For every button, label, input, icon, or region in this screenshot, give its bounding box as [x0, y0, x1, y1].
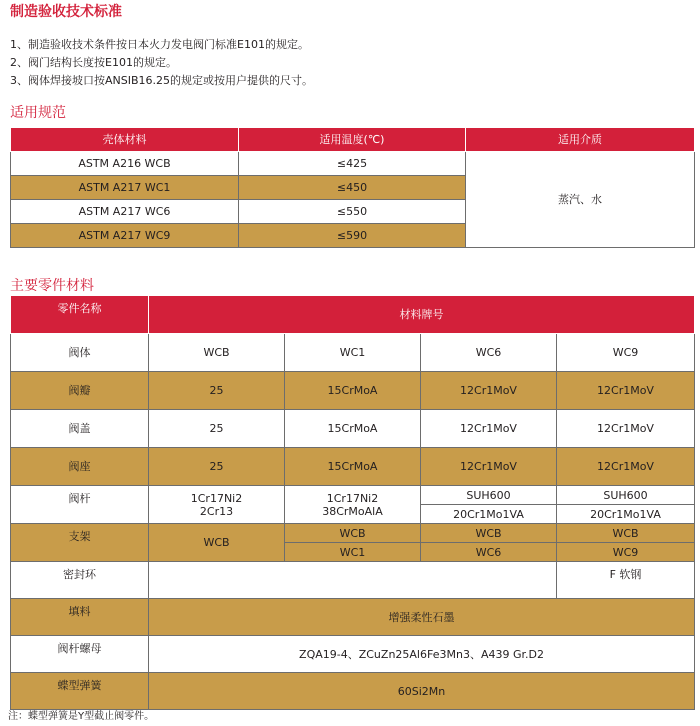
part-name: 支架: [11, 524, 149, 562]
header-material-grade: 材料牌号: [149, 296, 695, 334]
standards-item-2: 2、阀门结构长度按E101的规定。: [10, 56, 177, 69]
parts-row: [11, 448, 695, 486]
part-grade: WCB: [149, 334, 285, 372]
standards-title: 制造验收技术标准: [10, 4, 122, 20]
parts-row: [11, 334, 695, 372]
header-medium: 适用介质: [466, 128, 695, 152]
part-grade: 15CrMoA: [285, 372, 421, 410]
part-grade: 20Cr1Mo1VA: [421, 505, 557, 524]
part-grade: 25: [149, 448, 285, 486]
parts-row-stem-nut: [11, 636, 695, 673]
parts-row-spring: [11, 673, 695, 710]
part-grade: 15CrMoA: [285, 448, 421, 486]
spec-material: ASTM A216 WCB: [11, 152, 239, 176]
part-grade: 20Cr1Mo1VA: [557, 505, 695, 524]
header-shell-material: 壳体材料: [11, 128, 239, 152]
header-part-name: 零件名称: [11, 296, 149, 334]
part-grade-empty: [149, 562, 557, 599]
header-temperature: 适用温度(℃): [239, 128, 466, 152]
part-grade: WC9: [557, 334, 695, 372]
part-grade: 15CrMoA: [285, 410, 421, 448]
part-grade: ZQA19-4、ZCuZn25Al6Fe3Mn3、A439 Gr.D2: [149, 636, 695, 673]
parts-header-row: [11, 296, 695, 334]
spec-material: ASTM A217 WC9: [11, 224, 239, 248]
part-name: 阀瓣: [11, 372, 149, 410]
part-grade: 1Cr17Ni2 2Cr13: [149, 486, 285, 524]
part-grade: 25: [149, 372, 285, 410]
part-grade: WCB: [557, 524, 695, 543]
standards-item-3: 3、阀体焊接坡口按ANSIB16.25的规定或按用户提供的尺寸。: [10, 74, 314, 87]
part-grade: WC9: [557, 543, 695, 562]
part-grade: 12Cr1MoV: [421, 410, 557, 448]
spec-material: ASTM A217 WC6: [11, 200, 239, 224]
part-name: 填料: [11, 599, 149, 636]
spec-temp: ≤450: [239, 176, 466, 200]
spec-header-row: [11, 128, 695, 152]
parts-row: [11, 372, 695, 410]
part-grade: WC1: [285, 543, 421, 562]
part-grade: SUH600: [557, 486, 695, 505]
part-grade: 12Cr1MoV: [557, 448, 695, 486]
spec-medium: 蒸汽、水: [466, 152, 695, 248]
spec-temp: ≤425: [239, 152, 466, 176]
part-grade: 1Cr17Ni2 38CrMoAlA: [285, 486, 421, 524]
spec-row: [11, 152, 695, 176]
parts-row-bracket: [11, 524, 695, 543]
parts-row-stem: [11, 486, 695, 505]
part-name: 蝶型弹簧: [11, 673, 149, 710]
part-grade: 12Cr1MoV: [557, 410, 695, 448]
part-grade: 增强柔性石墨: [149, 599, 695, 636]
part-grade: F 软钢: [557, 562, 695, 599]
part-grade: WC6: [421, 543, 557, 562]
part-grade: WC6: [421, 334, 557, 372]
standards-item-1: 1、制造验收技术条件按日本火力发电阀门标准E101的规定。: [10, 38, 309, 51]
part-grade: 25: [149, 410, 285, 448]
parts-table: [10, 295, 695, 710]
spec-title: 适用规范: [10, 105, 66, 121]
part-name: 阀杆螺母: [11, 636, 149, 673]
part-grade: 60Si2Mn: [149, 673, 695, 710]
part-grade: WCB: [421, 524, 557, 543]
footnote: 注：蝶型弹簧是Y型截止阀零件。: [8, 711, 155, 722]
part-grade: SUH600: [421, 486, 557, 505]
part-grade: WCB: [149, 524, 285, 562]
spec-temp: ≤590: [239, 224, 466, 248]
parts-row-seal: [11, 562, 695, 599]
part-grade: WCB: [285, 524, 421, 543]
part-name: 阀杆: [11, 486, 149, 524]
spec-table: [10, 127, 695, 248]
parts-row-packing: [11, 599, 695, 636]
part-grade: 12Cr1MoV: [557, 372, 695, 410]
part-name: 阀盖: [11, 410, 149, 448]
part-name: 阀座: [11, 448, 149, 486]
spec-temp: ≤550: [239, 200, 466, 224]
standards-list: [10, 36, 313, 90]
part-name: 阀体: [11, 334, 149, 372]
parts-title: 主要零件材料: [10, 278, 94, 294]
parts-row: [11, 410, 695, 448]
part-grade: 12Cr1MoV: [421, 372, 557, 410]
part-grade: WC1: [285, 334, 421, 372]
part-name: 密封环: [11, 562, 149, 599]
spec-material: ASTM A217 WC1: [11, 176, 239, 200]
part-grade: 12Cr1MoV: [421, 448, 557, 486]
